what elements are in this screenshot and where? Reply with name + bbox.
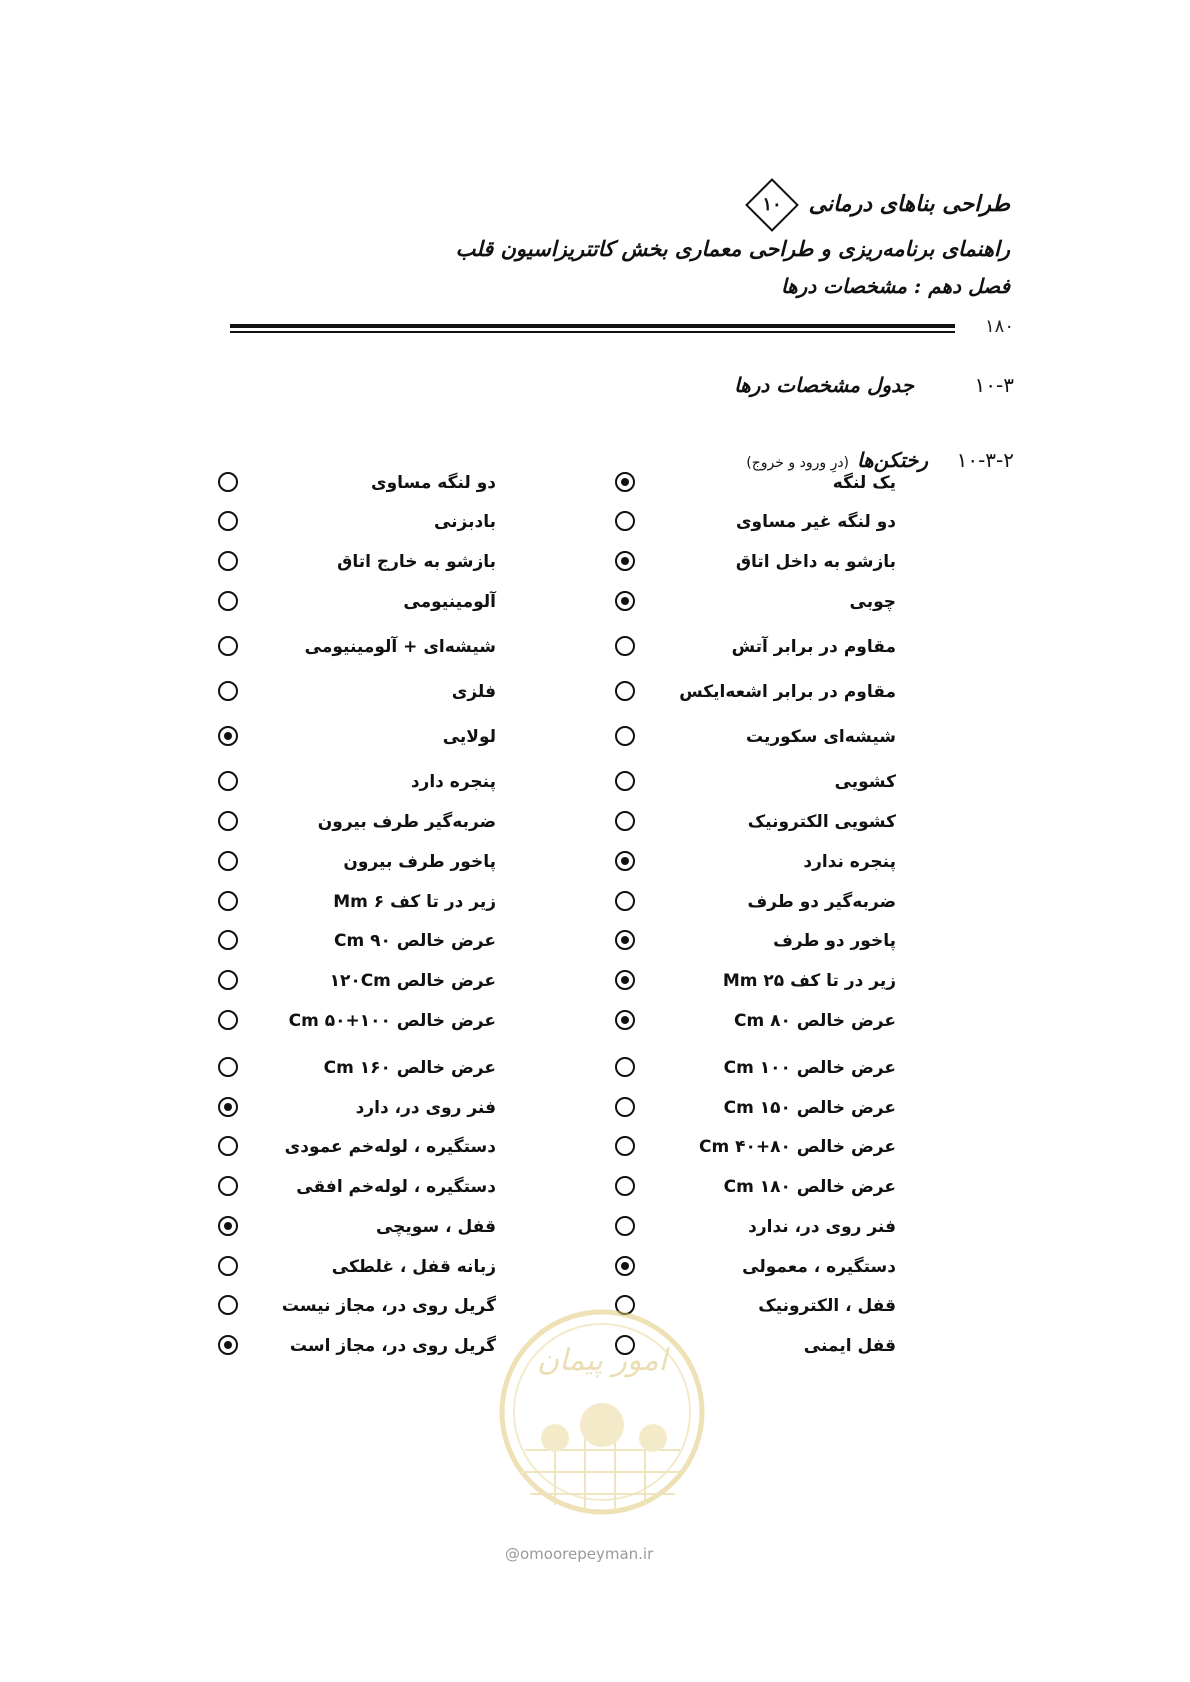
radio-unchecked[interactable] bbox=[218, 771, 238, 791]
section-heading bbox=[734, 373, 1014, 397]
option-label: گریل روی در، مجاز است bbox=[289, 1336, 496, 1356]
radio-unchecked[interactable] bbox=[615, 681, 635, 701]
option-label: پاخور دو طرف bbox=[773, 931, 896, 951]
subsection-number: ۱۰-۳-۲ bbox=[956, 448, 1014, 472]
radio-unchecked[interactable] bbox=[615, 636, 635, 656]
option-label: عرض خالص Cm ۵۰+۱۰۰ bbox=[288, 1011, 496, 1031]
option-label: کشویی bbox=[834, 772, 896, 792]
option-label: شیشه‌ای + آلومینیومی bbox=[304, 637, 496, 657]
radio-unchecked[interactable] bbox=[218, 1136, 238, 1156]
radio-unchecked[interactable] bbox=[218, 636, 238, 656]
radio-checked[interactable] bbox=[615, 970, 635, 990]
option-label: پنجره ندارد bbox=[803, 852, 896, 872]
series-title-text: طراحی بناهای درمانی bbox=[808, 191, 1010, 217]
radio-unchecked[interactable] bbox=[615, 1216, 635, 1236]
option-label: گریل روی در، مجاز نیست bbox=[281, 1296, 496, 1316]
option-label: فلزی bbox=[451, 682, 496, 702]
option-label: فنر روی در، ندارد bbox=[748, 1217, 896, 1237]
option-label: زیر در تا کف Mm ۲۵ bbox=[722, 971, 896, 991]
radio-unchecked[interactable] bbox=[218, 970, 238, 990]
radio-unchecked[interactable] bbox=[218, 1010, 238, 1030]
option-row bbox=[0, 1093, 1190, 1123]
radio-unchecked[interactable] bbox=[218, 851, 238, 871]
radio-unchecked[interactable] bbox=[615, 1335, 635, 1355]
option-row bbox=[0, 926, 1190, 956]
radio-unchecked[interactable] bbox=[218, 681, 238, 701]
option-label: ضربه‌گیر دو طرف bbox=[747, 892, 896, 912]
radio-checked[interactable] bbox=[615, 851, 635, 871]
option-label: چوبی bbox=[849, 592, 896, 612]
radio-checked[interactable] bbox=[218, 1097, 238, 1117]
option-row bbox=[0, 722, 1190, 752]
option-label: قفل ایمنی bbox=[803, 1336, 896, 1356]
option-label: قفل ، الکترونیک bbox=[758, 1296, 896, 1316]
series-title bbox=[743, 186, 1010, 224]
option-label: زبانه قفل ، غلطکی bbox=[331, 1257, 496, 1277]
option-label: دستگیره ، معمولی bbox=[742, 1257, 896, 1277]
option-label: مقاوم در برابر اشعه‌ایکس bbox=[679, 682, 896, 702]
radio-unchecked[interactable] bbox=[615, 726, 635, 746]
option-row bbox=[0, 847, 1190, 877]
option-label: عرض خالص Cm ۱۵۰ bbox=[723, 1098, 896, 1118]
radio-checked[interactable] bbox=[615, 472, 635, 492]
option-label: یک لنگه bbox=[832, 473, 896, 493]
option-label: فنر روی در، دارد bbox=[355, 1098, 496, 1118]
option-row bbox=[0, 966, 1190, 996]
radio-unchecked[interactable] bbox=[218, 1057, 238, 1077]
subsection-title: رختکن‌ها bbox=[857, 448, 928, 472]
option-label: بادبزنی bbox=[433, 512, 496, 532]
radio-checked[interactable] bbox=[615, 591, 635, 611]
radio-unchecked[interactable] bbox=[218, 551, 238, 571]
option-row bbox=[0, 767, 1190, 797]
option-label: بازشو به داخل اتاق bbox=[735, 552, 896, 572]
watermark-logo-text: امور پیمان bbox=[537, 1343, 667, 1378]
option-label: پنجره دارد bbox=[410, 772, 496, 792]
option-label: زیر در تا کف Mm ۶ bbox=[333, 892, 496, 912]
option-row bbox=[0, 1212, 1190, 1242]
option-label: شیشه‌ای سکوریت bbox=[745, 727, 896, 747]
option-label: پاخور طرف بیرون bbox=[343, 852, 496, 872]
option-row bbox=[0, 1132, 1190, 1162]
section-number: ۱۰-۳ bbox=[974, 373, 1014, 397]
option-row bbox=[0, 507, 1190, 537]
option-label: عرض خالص Cm ۴۰+۸۰ bbox=[699, 1137, 896, 1157]
option-label: عرض خالص Cm ۱۸۰ bbox=[723, 1177, 896, 1197]
option-label: عرض خالص Cm ۸۰ bbox=[734, 1011, 896, 1031]
option-row bbox=[0, 587, 1190, 617]
radio-unchecked[interactable] bbox=[615, 811, 635, 831]
option-label: دو لنگه مساوی bbox=[370, 473, 496, 493]
book-title: راهنمای برنامه‌ریزی و طراحی معماری بخش کاتتریزاسیون قلب bbox=[455, 236, 1010, 261]
radio-checked[interactable] bbox=[218, 1335, 238, 1355]
option-row bbox=[0, 632, 1190, 662]
section-title: جدول مشخصات درها bbox=[734, 373, 914, 397]
option-row bbox=[0, 1053, 1190, 1083]
option-row bbox=[0, 677, 1190, 707]
subsection-note: (درِ ورود و خروج) bbox=[746, 455, 850, 471]
option-label: عرض خالص Cm ۱۰۰ bbox=[723, 1058, 896, 1078]
option-row bbox=[0, 468, 1190, 498]
radio-unchecked[interactable] bbox=[615, 1057, 635, 1077]
option-label: عرض خالص ۱۲۰Cm bbox=[329, 971, 496, 991]
option-label: دو لنگه غیر مساوی bbox=[735, 512, 896, 532]
radio-checked[interactable] bbox=[218, 726, 238, 746]
option-label: مقاوم در برابر آتش bbox=[731, 637, 896, 657]
watermark-url: @omoorepeyman.ir bbox=[505, 1545, 654, 1563]
radio-unchecked[interactable] bbox=[615, 1136, 635, 1156]
radio-unchecked[interactable] bbox=[218, 591, 238, 611]
header-rule-thick bbox=[230, 324, 955, 328]
radio-unchecked[interactable] bbox=[218, 472, 238, 492]
option-row bbox=[0, 547, 1190, 577]
series-number-badge bbox=[745, 178, 799, 232]
option-label: دستگیره ، لوله‌خم عمودی bbox=[284, 1137, 496, 1157]
header-rule-thin bbox=[230, 331, 955, 333]
option-label: لولایی bbox=[442, 727, 496, 747]
radio-checked[interactable] bbox=[615, 1256, 635, 1276]
page-number: ۱۸۰ bbox=[984, 316, 1014, 337]
radio-unchecked[interactable] bbox=[615, 1176, 635, 1196]
radio-checked[interactable] bbox=[615, 930, 635, 950]
radio-unchecked[interactable] bbox=[615, 771, 635, 791]
radio-checked[interactable] bbox=[218, 1216, 238, 1236]
radio-unchecked[interactable] bbox=[218, 1256, 238, 1276]
radio-checked[interactable] bbox=[615, 1010, 635, 1030]
radio-unchecked[interactable] bbox=[615, 511, 635, 531]
radio-unchecked[interactable] bbox=[615, 1295, 635, 1315]
radio-unchecked[interactable] bbox=[218, 1176, 238, 1196]
radio-checked[interactable] bbox=[615, 551, 635, 571]
option-row bbox=[0, 1172, 1190, 1202]
option-row bbox=[0, 1291, 1190, 1321]
option-row bbox=[0, 807, 1190, 837]
option-label: آلومینیومی bbox=[403, 592, 496, 612]
radio-unchecked[interactable] bbox=[218, 1295, 238, 1315]
option-label: کشویی الکترونیک bbox=[747, 812, 896, 832]
option-row bbox=[0, 1252, 1190, 1282]
option-label: قفل ، سویچی bbox=[375, 1217, 496, 1237]
option-label: بازشو به خارج اتاق bbox=[337, 552, 496, 572]
option-row bbox=[0, 1331, 1190, 1361]
chapter-title: فصل دهم : مشخصات درها bbox=[781, 274, 1010, 298]
radio-unchecked[interactable] bbox=[615, 891, 635, 911]
option-row bbox=[0, 887, 1190, 917]
option-row bbox=[0, 1006, 1190, 1036]
radio-unchecked[interactable] bbox=[218, 511, 238, 531]
option-label: ضربه‌گیر طرف بیرون bbox=[317, 812, 496, 832]
option-label: عرض خالص Cm ۱۶۰ bbox=[323, 1058, 496, 1078]
option-label: عرض خالص Cm ۹۰ bbox=[334, 931, 496, 951]
radio-unchecked[interactable] bbox=[218, 891, 238, 911]
radio-unchecked[interactable] bbox=[615, 1097, 635, 1117]
series-number: ۱۰ bbox=[762, 194, 782, 215]
option-label: دستگیره ، لوله‌خم افقی bbox=[296, 1177, 496, 1197]
radio-unchecked[interactable] bbox=[218, 930, 238, 950]
radio-unchecked[interactable] bbox=[218, 811, 238, 831]
